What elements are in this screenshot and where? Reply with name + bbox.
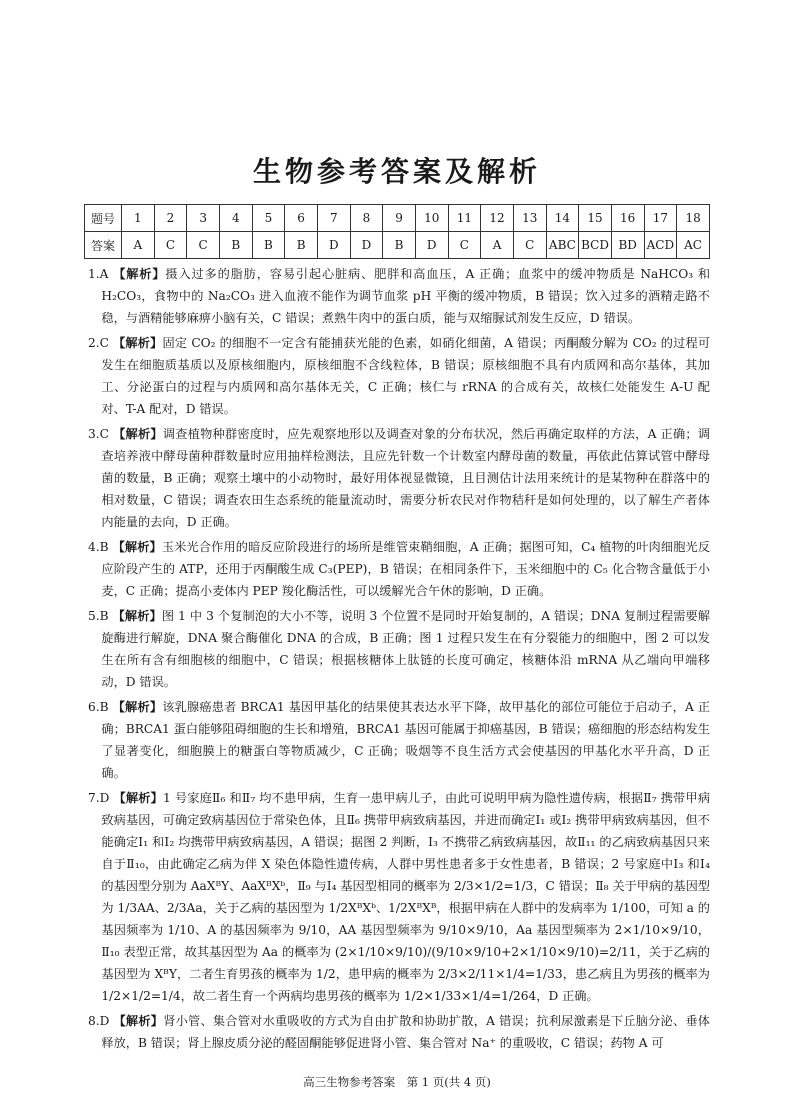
question-number-cell: 7	[317, 205, 350, 232]
item-text: 1 号家庭Ⅱ₆ 和Ⅱ₇ 均不患甲病，生育一患甲病儿子，由此可说明甲病为隐性遗传病，根据Ⅱ₇ 携带甲病致病基因，可确定致病基因位于常染色体，且Ⅱ₆ 携带甲病致病基因，并进而确定Ⅰ₁ 或Ⅰ₂ 携带甲病致病基因，但不能确定Ⅰ₁ 和Ⅰ₂ 均携带甲病致病基因，A 错误；据图 2 判断，Ⅰ₃ 不携带乙病致病基因，故Ⅱ₁₁ 的乙病致病基因只来自于Ⅱ₁₀，由此确定乙病为伴 X 染色体隐性遗传病，人群中男性患者多于女性患者，B 错误；2 号家庭中Ⅰ₃ 和Ⅰ₄ 的基因型分别为 AaXᴮY、AaXᴮXᵇ，Ⅱ₉ 与Ⅰ₄ 基因型相同的概率为 2/3×1/2=1/3，C 错误；Ⅱ₈ 关于甲病的基因型为 1/3AA、2/3Aa，关于乙病的基因型为 1/2XᴮXᵇ、1/2XᴮXᴮ，根据甲病在人群中的发病率为 1/100，可知 a 的基因频率为 1/10、A 的基因频率为 9/10，AA 基因型频率为 9/10×9/10，Aa 基因型频率为 2×1/10×9/10，Ⅱ₁₀ 表型正常，故其基因型为 Aa 的概率为 (2×1/10×9/10)/(9/10×9/10+2×1/10×9/10)=2/11，关于乙病的基因型为 XᴮY，二者生育男孩的概率为 1/2，患甲病的概率为 2/3×2/11×1/4=1/33，患乙病且为男孩的概率为 1/2×1/2=1/4，故二者生育一个两病均患男孩的概率为 1/2×1/33×1/4=1/264，D 正确。	[101, 791, 711, 1003]
item-number: 3.C	[88, 427, 109, 441]
analysis-tag: 【解析】	[113, 791, 164, 805]
answer-cell: C	[154, 232, 187, 259]
question-number-cell: 6	[285, 205, 318, 232]
answer-table-answer-row	[85, 232, 710, 259]
question-number-cell: 12	[481, 205, 514, 232]
question-number-cell: 9	[383, 205, 416, 232]
question-number-cell: 16	[611, 205, 644, 232]
answer-cell: ABC	[546, 232, 579, 259]
item-number: 8.D	[88, 1014, 110, 1028]
answer-cell: B	[285, 232, 318, 259]
explanation-item	[88, 263, 710, 329]
item-text: 摄入过多的脂肪，容易引起心脏病、肥胖和高血压，A 正确；血浆中的缓冲物质是 NaHCO₃ 和 H₂CO₃，食物中的 Na₂CO₃ 进入血液不能作为调节血浆 pH 平衡的缓冲物质，B 错误；饮入过多的酒精走路不稳，与酒精能够麻痹小脑有关，C 错误；煮熟牛肉中的蛋白质，能与双缩脲试剂发生反应，D 错误。	[101, 267, 711, 325]
question-number-cell: 18	[677, 205, 710, 232]
item-number: 2.C	[88, 336, 109, 350]
explanation-item	[88, 605, 710, 693]
item-text: 玉米光合作用的暗反应阶段进行的场所是维管束鞘细胞，A 正确；据图可知，C₄ 植物的叶肉细胞光反应阶段产生的 ATP，还用于丙酮酸生成 C₃(PEP)，B 错误；在相同条件下，玉米细胞中的 C₅ 化合物含量低于小麦，C 正确；提高小麦体内 PEP 羧化酶活性，可以缓解光合午休的影响，D 正确。	[101, 540, 711, 598]
item-number: 6.B	[88, 700, 109, 714]
question-number-cell: 5	[252, 205, 285, 232]
explanation-item	[88, 1010, 710, 1054]
item-text: 该乳腺癌患者 BRCA1 基因甲基化的结果使其表达水平下降，故甲基化的部位可能位于启动子，A 正确；BRCA1 蛋白能够阻碍细胞的生长和增殖，BRCA1 基因可能属于抑癌基因，B 错误；癌细胞的形态结构发生了显著变化，细胞膜上的糖蛋白等物质减少，C 正确；吸烟等不良生活方式会使基因的甲基化水平升高，D 正确。	[101, 700, 711, 780]
answer-cell: D	[350, 232, 383, 259]
question-number-cell: 14	[546, 205, 579, 232]
answer-cell: D	[317, 232, 350, 259]
item-text: 调查植物种群密度时，应先观察地形以及调查对象的分布状况，然后再确定取样的方法，A 正确；调查培养液中酵母菌种群数量时应用抽样检测法，且应先针数一个计数室内酵母菌的数量，再依此估算试管中酵母菌的数量，B 正确；观察土壤中的小动物时，最好用体视显微镜，且目测估计法用来统计的是某物种在群落中的相对数量，C 错误；调查农田生态系统的能量流动时，需要分析农民对作物秸秆是如何处理的，以了解生产者体内能量的去向，D 正确。	[101, 427, 711, 529]
answer-cell: B	[383, 232, 416, 259]
analysis-tag: 【解析】	[113, 427, 163, 441]
answer-cell: B	[219, 232, 252, 259]
answer-cell: B	[252, 232, 285, 259]
explanation-item	[88, 787, 710, 1007]
explanation-item	[88, 536, 710, 602]
question-number-cell: 11	[448, 205, 481, 232]
answer-cell: A	[481, 232, 514, 259]
row-label-answer: 答案	[85, 232, 122, 259]
question-number-cell: 13	[513, 205, 546, 232]
answer-table	[84, 204, 710, 259]
answer-cell: D	[415, 232, 448, 259]
answer-cell: C	[448, 232, 481, 259]
question-number-cell: 17	[644, 205, 677, 232]
item-number: 5.B	[88, 609, 109, 623]
analysis-tag: 【解析】	[113, 336, 163, 350]
analysis-tag: 【解析】	[112, 540, 162, 554]
answer-cell: ACD	[644, 232, 677, 259]
item-text: 固定 CO₂ 的细胞不一定含有能捕获光能的色素，如硝化细菌，A 错误；丙酮酸分解为 CO₂ 的过程可发生在细胞质基质以及原核细胞内，原核细胞不含线粒体，B 错误；原核细胞不具有内质网和高尔基体，其加工、分泌蛋白的过程与内质网和高尔基体无关，C 正确；核仁与 rRNA 的合成有关，故核仁处能发生 A-U 配对、T-A 配对，D 错误。	[101, 336, 711, 416]
question-number-cell: 3	[187, 205, 220, 232]
question-number-cell: 10	[415, 205, 448, 232]
question-number-cell: 2	[154, 205, 187, 232]
explanation-item	[88, 696, 710, 784]
answer-cell: A	[122, 232, 155, 259]
analysis-tag: 【解析】	[112, 609, 162, 623]
explanation-item	[88, 332, 710, 420]
analysis-tag: 【解析】	[113, 267, 166, 281]
answer-table-number-row	[85, 205, 710, 232]
item-text: 肾小管、集合管对水重吸收的方式为自由扩散和协助扩散，A 错误；抗利尿激素是下丘脑分泌、垂体释放，B 错误；肾上腺皮质分泌的醛固酮能够促进肾小管、集合管对 Na⁺ 的重吸收，C 错误；药物 A 可	[101, 1014, 710, 1050]
answer-cell: BD	[611, 232, 644, 259]
analysis-tag: 【解析】	[112, 700, 163, 714]
answer-cell: AC	[677, 232, 710, 259]
question-number-cell: 8	[350, 205, 383, 232]
row-label-question-number: 题号	[85, 205, 122, 232]
answer-cell: BCD	[579, 232, 612, 259]
answer-cell: C	[187, 232, 220, 259]
question-number-cell: 4	[219, 205, 252, 232]
item-number: 7.D	[88, 791, 110, 805]
page-title: 生物参考答案及解析	[252, 155, 541, 188]
answer-cell: C	[513, 232, 546, 259]
question-number-cell: 1	[122, 205, 155, 232]
page-footer: 高三生物参考答案 第 1 页(共 4 页)	[303, 1075, 491, 1089]
item-text: 图 1 中 3 个复制泡的大小不等，说明 3 个位置不是同时开始复制的，A 错误；DNA 复制过程需要解旋酶进行解旋，DNA 聚合酶催化 DNA 的合成，B 正确；图 1 过程只发生在有分裂能力的细胞中，图 2 可以发生在所有含有细胞核的细胞中，C 错误；根据核糖体上肽链的长度可确定，核糖体沿 mRNA 从乙端向甲端移动，D 错误。	[101, 609, 711, 689]
question-number-cell: 15	[579, 205, 612, 232]
item-number: 1.A	[88, 267, 109, 281]
explanation-item	[88, 423, 710, 533]
explanations	[88, 263, 710, 1057]
analysis-tag: 【解析】	[113, 1014, 164, 1028]
item-number: 4.B	[88, 540, 109, 554]
